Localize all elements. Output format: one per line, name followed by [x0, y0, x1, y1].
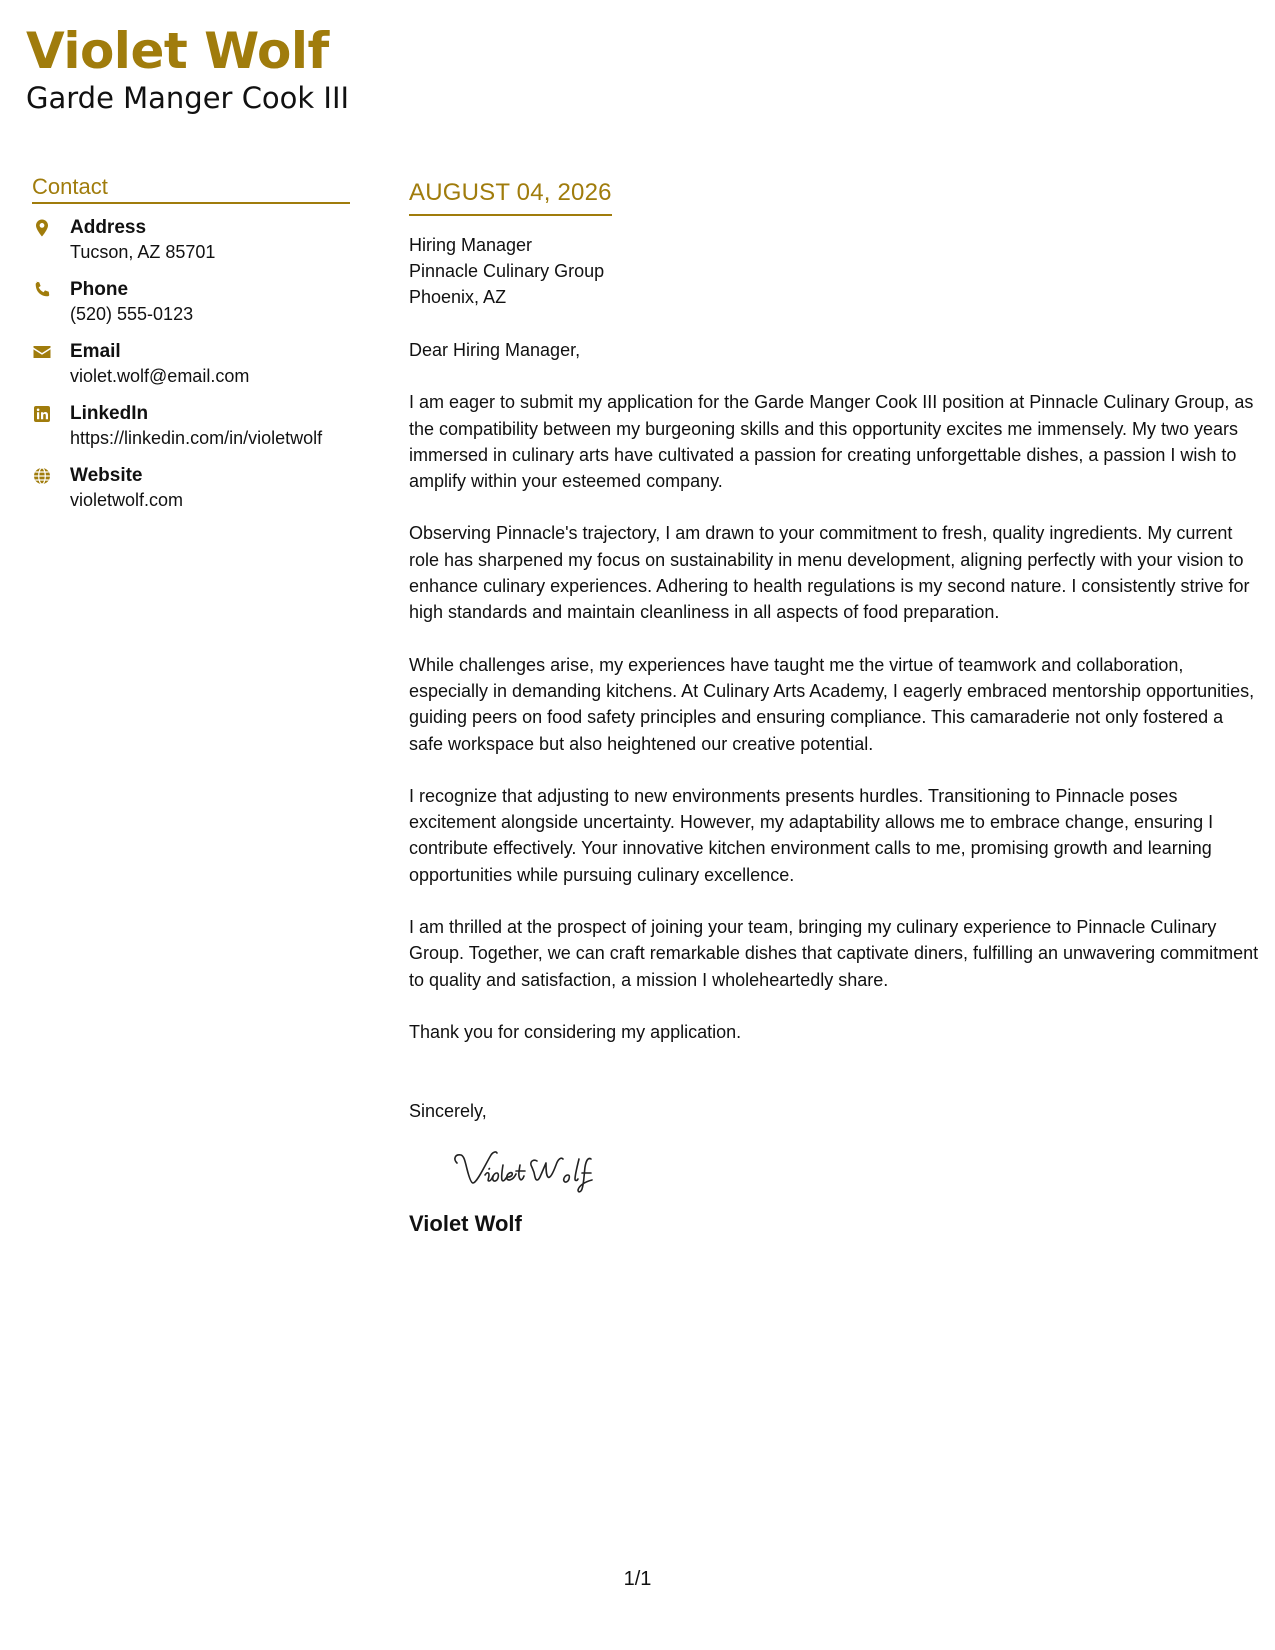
contact-label: Website: [70, 465, 143, 486]
linkedin-icon: [32, 402, 70, 450]
globe-icon: [32, 464, 70, 512]
contact-value: violetwolf.com: [70, 490, 184, 510]
letter-paragraph: I recognize that adjusting to new environments presents hurdles. Transitioning to Pinnacle poses excitement alongside uncertainty. However, my adaptability allows me to embrace change, ensuring I contribute effectively. Your innovative kitchen environment calls to me, promising growth and learning opportunities while pursuing culinary excellence.: [409, 785, 1214, 885]
letter-paragraph: Thank you for considering my application.: [409, 1021, 742, 1042]
contact-value: https://linkedin.com/in/violetwolf: [70, 428, 323, 448]
letter-date: AUGUST 04, 2026: [409, 178, 612, 216]
page-number: 1/1: [623, 1568, 652, 1590]
contact-item-address: [32, 216, 350, 264]
contact-value: Tucson, AZ 85701: [70, 242, 216, 262]
closing: Sincerely,: [409, 1101, 487, 1122]
contact-item-email: [32, 340, 350, 388]
letter-paragraph: I am eager to submit my application for the Garde Manger Cook III position at Pinnacle Culinary Group, as the compatibility between my burgeoning skills and this opportunity excites me immensely. My two years immersed in culinary arts have cultivated a passion for creating unforgettable dishes, a passion I wish to amplify within your esteemed company.: [409, 392, 1254, 492]
contact-item-website: [32, 464, 350, 512]
recipient-block: [409, 232, 1259, 310]
letter-paragraph: Observing Pinnacle's trajectory, I am drawn to your commitment to fresh, quality ingredients. My current role has sharpened my focus on sustainability in menu development, aligning perfectly with your vision to enhance culinary experiences. Adhering to health regulations is my second nature. I consistently strive for high standards and maintain cleanliness in all aspects of food preparation.: [409, 523, 1250, 623]
contact-label: Email: [70, 341, 121, 362]
job-title: Garde Manger Cook III: [26, 81, 350, 115]
phone-icon: [32, 278, 70, 326]
contact-item-phone: [32, 278, 350, 326]
applicant-name: Violet Wolf: [26, 22, 329, 80]
recipient-name: Hiring Manager: [409, 235, 533, 255]
recipient-location: Phoenix, AZ: [409, 287, 507, 307]
contact-label: Address: [70, 217, 147, 238]
map-pin-icon: [32, 216, 70, 264]
contact-label: Phone: [70, 279, 129, 300]
contact-value: (520) 555-0123: [70, 304, 194, 324]
signed-name: Violet Wolf: [409, 1210, 522, 1236]
salutation: Dear Hiring Manager,: [409, 340, 581, 360]
contact-sidebar: [32, 174, 350, 526]
envelope-icon: [32, 340, 70, 388]
document-header: [26, 22, 349, 116]
contact-section-title: Contact: [32, 174, 350, 204]
handwritten-signature: [445, 1145, 645, 1205]
letter-paragraph: I am thrilled at the prospect of joining your team, bringing my culinary experience to Pinnacle Culinary Group. Together, we can craft remarkable dishes that captivate diners, fulfilling an unwavering commitment to quality and satisfaction, a mission I wholeheartedly share.: [409, 917, 1259, 990]
letter-body: [409, 178, 1259, 1237]
contact-value: violet.wolf@email.com: [70, 366, 250, 386]
letter-paragraph: While challenges arise, my experiences have taught me the virtue of teamwork and collaboration, especially in demanding kitchens. At Culinary Arts Academy, I eagerly embraced mentorship opportunities, guiding peers on food safety principles and ensuring compliance. This camaraderie not only fostered a safe workspace but also heightened our creative potential.: [409, 654, 1255, 754]
contact-label: LinkedIn: [70, 403, 149, 424]
contact-item-linkedin: [32, 402, 350, 450]
recipient-company: Pinnacle Culinary Group: [409, 261, 605, 281]
